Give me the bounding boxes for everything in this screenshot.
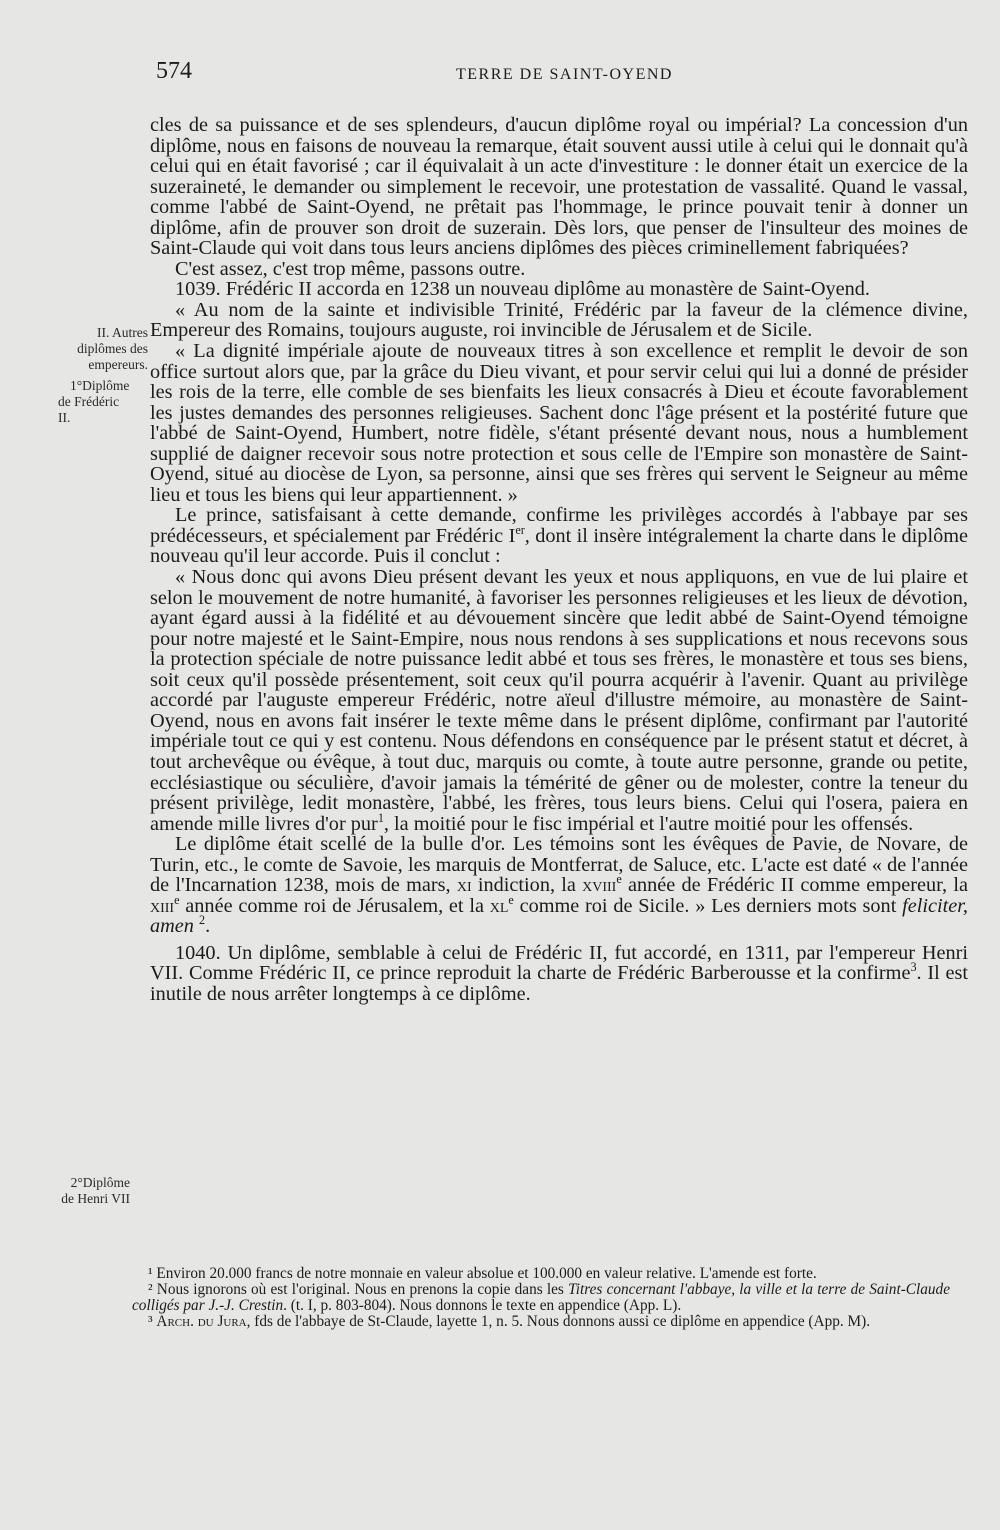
footnote-2 xyxy=(132,1282,950,1314)
footnote-3 xyxy=(132,1314,950,1330)
margin-note-line: de Frédéric xyxy=(58,394,120,409)
italic-text: Titres concernant l'abbaye, la ville et la terre de Saint-Claude colligés par J.-J. Crestin xyxy=(132,1281,950,1314)
roman-numeral: xviii xyxy=(582,874,617,897)
footnotes xyxy=(132,1266,950,1330)
margin-note-line: de Henri VII xyxy=(61,1191,130,1206)
paragraph xyxy=(150,834,968,937)
text-run: Le diplôme était scellé de la bulle d'or. Les témoins sont les évêques de Pavie, de Novare, de Turin, etc., le comte de Savoie, les marquis de Montferrat, de Saluce, etc. L'acte est daté « de l'année de l'Incarnation 1238, mois de mars, xyxy=(150,833,968,897)
text-run: . xyxy=(205,915,211,938)
text-run: , la moitié pour le fisc impérial et l'autre moitié pour les offensés. xyxy=(383,812,914,835)
paragraph-1039: 1039. Frédéric II accorda en 1238 un nouveau diplôme au monastère de Saint-Oyend. xyxy=(175,278,870,301)
text-run: « Nous donc qui avons Dieu présent devant les yeux et nous appliquons, en vue de lui plaire et selon le mouvement de notre humanité, à favoriser les personnes religieuses et les lieux de dévotion, ayant égard aussi à la fidélité et au dévouement sincère que ledit abbé de Saint-Oyend témoigne pour notre majesté et le Saint-Empire, nous nous rendons à ses supplications et nous recevons sous la protection spéciale de notre puissance ledit abbé et tous ses frères, le monastère et tous ses biens, soit ceux qu'il possède présentement, soit ceux qu'il pourra acquérir à l'avenir. Quant au privilège accordé par l'auguste empereur Frédéric, notre aïeul d'illustre mémoire, au monastère de Saint-Oyend, nous en avons fait insérer le texte même dans le présent diplôme, confirmant par l'autorité impériale tout ce qui y est contenu. Nous défendons en conséquence par le présent statut et décret, à tout archevêque ou évêque, à tout duc, marquis ou comte, à toute autre personne, grande ou petite, ecclésiastique ou séculière, d'avoir jamais la témérité de gêner ou de molester, contre la teneur du présent privilège, ledit monastère, l'abbé, les frères, tous leurs biens. Celui qui l'osera, paiera en amende mille livres d'or pur xyxy=(150,566,968,835)
footnote-ref-3[interactable]: 3 xyxy=(910,960,917,975)
quotation-paragraph xyxy=(150,567,968,834)
paragraph: cles de sa puissance et de ses splendeurs, d'aucun diplôme royal ou impérial? La concession d'un diplôme, nous en faisons de nouveau la remarque, était souvent aussi utile à celui qui le donnait qu'à celui qui en était favorisé ; car il équivalait à un acte d'investiture : le donner était un exercice de la suzeraineté, le demander ou simplement le recevoir, une protestation de vassalité. Quand le vassal, comme l'abbé de Saint-Oyend, ne prêtait pas l'hommage, le prince pouvait tenir à donner un diplôme, afin de prouver son droit de suzerain. Dès lors, que penser de l'insulteur des moines de Saint-Claude qui voit dans tous leurs anciens diplômes des pièces criminellement fabriquées? xyxy=(150,114,968,260)
text-run: Le prince, satisfaisant à cette demande, confirme les privilèges accordés à l'abbaye par ses prédécesseurs, et spécialement par Frédéric I xyxy=(150,504,968,547)
quotation-paragraph: « Au nom de la sainte et indivisible Trinité, Frédéric par la faveur de la clémence divine, Empereur des Romains, toujours auguste, roi invincible de Jérusalem et de Sicile. xyxy=(150,298,968,342)
paragraph: C'est assez, c'est trop même, passons outre. xyxy=(175,257,526,280)
footnote-ref-1[interactable]: 1 xyxy=(377,810,384,825)
text-run: année comme roi de Jérusalem, et la xyxy=(179,894,490,917)
margin-note-line: empereurs. xyxy=(88,357,148,372)
quotation-paragraph: « La dignité impériale ajoute de nouveaux titres à son excellence et remplit le devoir de son office surtout alors que, par la grâce du Dieu vivant, et pour servir celui qui lui a donné de présider les rois de la terre, elle comble de ses bienfaits les lieux consacrés à Dieu et écoute favorablement les justes demandes des personnes religieuses. Sachent donc l'âge présent et la postérité future que l'abbé de Saint-Oyend, Humbert, notre fidèle, s'étant présenté devant nous, nous a humblement supplié de daigner recevoir sous notre protection et sous celle de l'Empire son monastère de Saint-Oyend, situé au diocèse de Lyon, sa personne, ainsi que ses frères qui servent le Seigneur au même lieu et tous les biens qui leur appartiennent. » xyxy=(150,340,968,506)
text-run: comme roi de Sicile. » Les derniers mots sont xyxy=(513,894,903,917)
margin-note-line: 1°Diplôme xyxy=(70,378,130,393)
small-caps-text: Arch. du Jura xyxy=(156,1313,247,1330)
roman-numeral: xl xyxy=(489,894,509,917)
text-run: ³ xyxy=(148,1313,157,1330)
superscript: e xyxy=(616,872,622,887)
page-number: 574 xyxy=(156,58,192,84)
main-text xyxy=(150,115,968,1005)
margin-note-line: II. Autres xyxy=(97,325,148,340)
text-run: . Il est inutile de nous arrêter longtemps à ce diplôme. xyxy=(150,962,968,1005)
margin-note-line: 2°Diplôme xyxy=(70,1175,130,1190)
roman-numeral: xi xyxy=(456,874,472,897)
superscript: er xyxy=(515,523,525,538)
margin-note-line: II. xyxy=(58,410,71,425)
text-run: 1040. Un diplôme, semblable à celui de Frédéric II, fut accordé, en 1311, par l'empereur Henri VII. Comme Frédéric II, ce prince reproduit la charte de Frédéric Barberousse et la confirme xyxy=(150,941,968,985)
footnote-1: ¹ Environ 20.000 francs de notre monnaie en valeur absolue et 100.000 en valeur relative. L'amende est forte. xyxy=(148,1265,817,1282)
text-run: indiction, la xyxy=(471,874,583,897)
paragraph-1040 xyxy=(150,943,968,1005)
margin-note-other-diplomas xyxy=(58,325,148,373)
margin-note-line: diplômes des xyxy=(77,341,148,356)
paragraph xyxy=(150,505,968,567)
text-run: année de Frédéric II comme empereur, la xyxy=(621,874,968,897)
margin-note-frederic-ii xyxy=(54,378,148,426)
roman-numeral: xiii xyxy=(150,894,175,917)
text-run: , dont il insère intégralement la charte dans le diplôme nouveau qu'il leur accorde. Puis il conclut : xyxy=(150,524,968,568)
superscript: e xyxy=(508,893,514,908)
margin-note-henri-vii xyxy=(30,1175,130,1207)
text-run: , fds de l'abbaye de St-Claude, layette 1, n. 5. Nous donnons aussi ce diplôme en appendice (App. M). xyxy=(246,1313,871,1330)
footnote-ref-2[interactable]: 2 xyxy=(199,913,206,928)
text-run: ² Nous ignorons où est l'original. Nous en prenons la copie dans les xyxy=(148,1281,569,1298)
italic-text: feliciter, amen xyxy=(150,894,968,938)
running-title: TERRE DE SAINT-OYEND xyxy=(456,66,673,83)
superscript: e xyxy=(174,893,180,908)
text-run: . (t. I, p. 803-804). Nous donnons le texte en appendice (App. L). xyxy=(283,1297,682,1314)
